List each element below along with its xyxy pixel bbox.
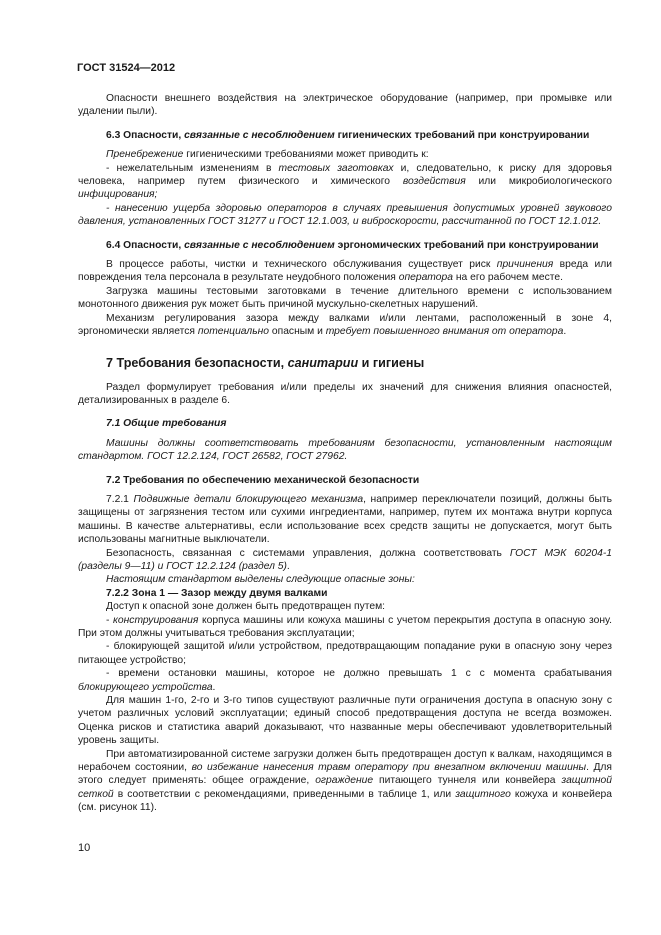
paragraph-7-2-2-5: Для машин 1-го, 2-го и 3-го типов существуют различные пути ограничения доступа в опасную зону с учетом различных условий эксплуатации; единый способ предотвращения доступа не всегда возможен. Оценка рисков и статистика аварий доказывают, что названные меры обеспечивают удовлетворительный уровень защиты. [78, 695, 612, 747]
paragraph-7-2-2-3: - блокирующей защитой и/или устройством, предотвращающим попадание руки в опасную зону через питающее устройство; [78, 641, 612, 666]
standard-header: ГОСТ 31524—2012 [77, 62, 176, 74]
paragraph-7-2-safety: Безопасность, связанная с системами управления, должна соответствовать ГОСТ МЭК 60204-1 (разделы 9—11) и ГОСТ 12.2.124 (раздел 5). [78, 547, 612, 572]
paragraph-6-3-3: - нанесению ущерба здоровью операторов в случаях превышения допустимых уровней звукового давления, установленных ГОСТ 31277 и ГОСТ 12.1.003, и виброскорости, рассчитанной по ГОСТ 12.1.012. [78, 202, 612, 228]
heading-7-2: 7.2 Требования по обеспечению механической безопасности [106, 474, 420, 486]
paragraph-intro: Опасности внешнего воздействия на электрическое оборудование (например, при промывке или удалении пыли). [78, 93, 612, 118]
paragraph-7-1: Машины должны соответствовать требованиям безопасности, установленным настоящим стандартом. ГОСТ 12.2.124, ГОСТ 26582, ГОСТ 27962. [78, 437, 612, 463]
heading-7: 7 Требования безопасности, санитарии и гигиены [106, 355, 425, 370]
paragraph-6-4-2: Загрузка машины тестовыми заготовками в течение длительного времени с использованием монотонного движения рук может быть причиной мускульно-скелетных нарушений. [78, 285, 612, 311]
page-body [78, 92, 612, 815]
paragraph-6-4-3: Механизм регулирования зазора между валками и/или лентами, расположенный в зоне 4, эргономически является потенциально опасным и требует повышенного внимания от оператора. [78, 312, 612, 338]
heading-6-4: 6.4 Опасности, связанные с несоблюдением эргономических требований при конструировании [106, 239, 599, 251]
paragraph-7-2-2-6: При автоматизированной системе загрузки должен быть предотвращен доступ к валкам, находящимся в нерабочем состоянии, во избежание нанесения травм оператору при внезапном включении машины. Для этого следует применять: общее ограждение, ограждение питающего туннеля или конвейера защитной сеткой в соответствии с рекомендациями, приведенными в таблице 1, или защитного кожуха и конвейера (см. рисунок 11). [78, 748, 613, 814]
paragraph-6-4-1: В процессе работы, чистки и технического обслуживания существует риск причинения вреда или повреждения тела персонала в результате неудобного положения оператора на его рабочем месте. [78, 259, 612, 284]
paragraph-7-2-zones: Настоящим стандартом выделены следующие опасные зоны: [106, 574, 415, 586]
heading-7-1: 7.1 Общие требования [106, 418, 227, 430]
paragraph-7-2-1: 7.2.1 Подвижные детали блокирующего механизма, например переключатели позиций, должны быть защищены от загрязнения тестом или сухими ингредиентами, например, путем их монтажа внутри корпуса машины. В качестве альтернативы, если использование всех средств защиты не допускается, могут быть использованы магнитные выключатели. [78, 493, 612, 546]
heading-6-3: 6.3 Опасности, связанные с несоблюдением гигиенических требований при конструировании [106, 129, 590, 141]
paragraph-7-2-2-1: Доступ к опасной зоне должен быть предотвращен путем: [106, 601, 386, 613]
heading-7-2-2: 7.2.2 Зона 1 — Зазор между двумя валками [106, 587, 328, 599]
paragraph-7-2-2-2: - конструирования корпуса машины или кожуха машины с учетом перекрытия доступа в опасную зону. При этом должны учитываться требования эксплуатации; [78, 614, 612, 639]
page-number: 10 [78, 842, 91, 854]
paragraph-6-3-1: Пренебрежение гигиеническими требованиями может приводить к: [106, 149, 429, 161]
paragraph-6-3-2: - нежелательным изменениям в тестовых заготовках и, следовательно, к риску для здоровья человека, например путем физического и химического воздействия или микробиологического инфицирования; [78, 162, 613, 201]
paragraph-7-2-2-4: - времени остановки машины, которое не должно превышать 1 с с момента срабатывания блокирующего устройства. [78, 668, 612, 693]
paragraph-7-intro: Раздел формулирует требования и/или пределы их значений для снижения влияния опасностей, детализированных в разделе 6. [78, 381, 612, 406]
